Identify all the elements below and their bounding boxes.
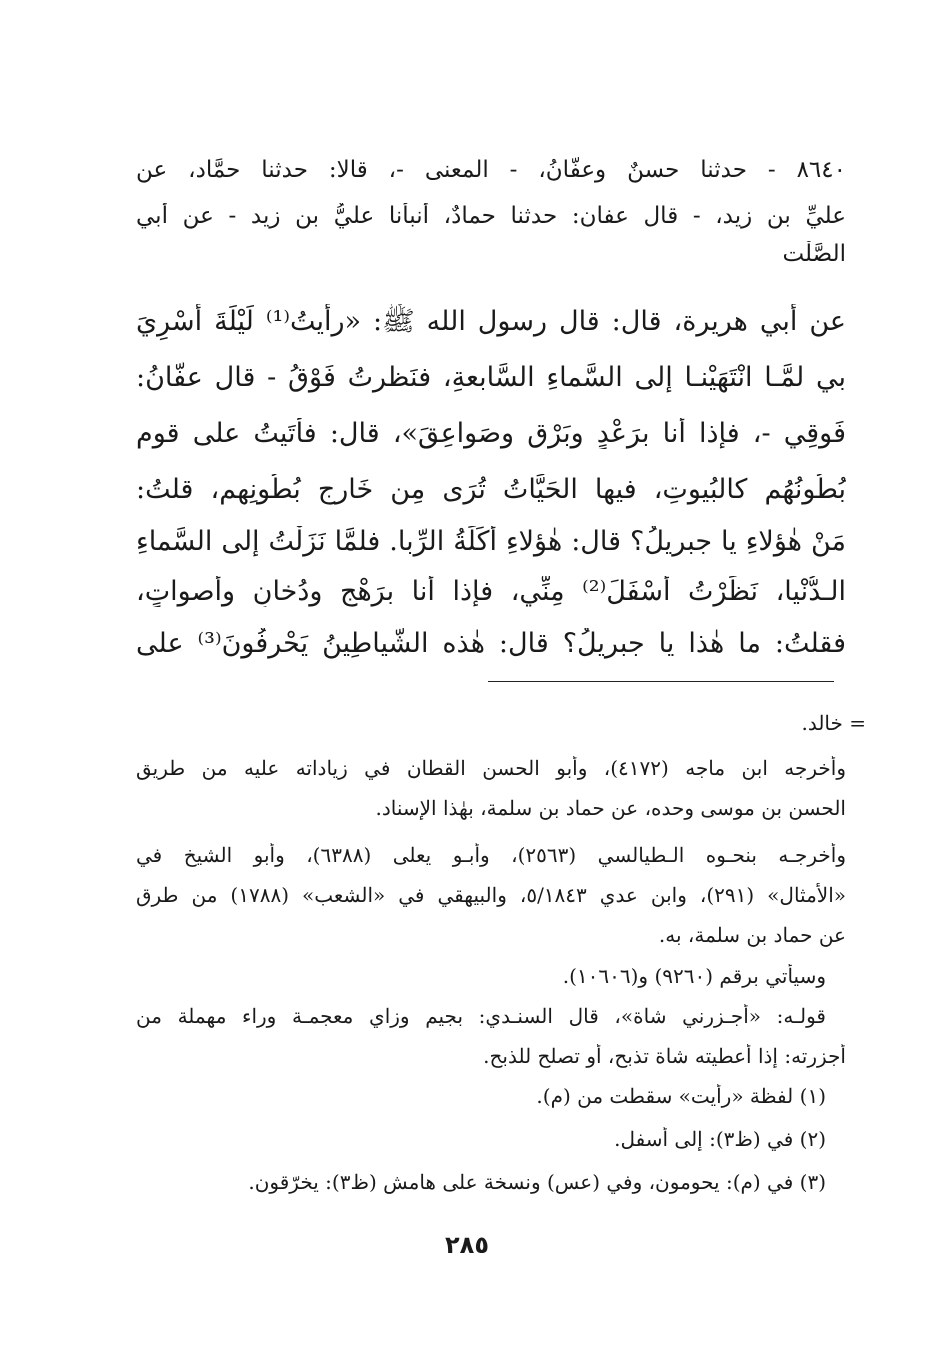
matn-line-4: بُطُونُهُم كالبُيوتِ، فيها الحَيَّاتُ تُرَى مِن خَارِجِ بُطُونِهم، قلتُ: — [136, 474, 846, 505]
page-number: ٢٨٥ — [445, 1231, 489, 1259]
footnote-paragraph-line: «الأمثال» (٢٩١)، وابن عدي ٥/١٨٤٣، والبيهقي في «الشعب» (١٧٨٨) من طرق — [136, 883, 846, 907]
footnote-continuation: = خالد. — [801, 711, 866, 735]
footnote-paragraph-line: أجزرته: إذا أعطيته شاة تذبح، أو تصلح للذبح. — [483, 1044, 846, 1068]
isnad-line-2: عليِّ بن زيد، - قال عفان: حدثنا حمادٌ، أنبأنا عليُّ بن زيد - عن أبي — [136, 203, 846, 229]
isnad-line-1: ٨٦٤٠ - حدثنا حسنٌ وعفَّانُ، - المعنى -، قالا: حدثنا حمَّاد، عن — [136, 157, 846, 183]
footnote-paragraph-line: قولـه: «أجـزرني شاة»، قال السنـدي: بجيم وزاي معجمـة وراء مهملة من — [136, 1004, 826, 1028]
footnote-paragraph-line: وسيأتي برقم (٩٢٦٠) و(١٠٦٠٦). — [562, 964, 826, 988]
matn-line-5: مَنْ هٰؤلاءِ يا جبريلُ؟ قال: هٰؤلاءِ أَكَلَةُ الرِّبا. فلمَّا نَزَلْتُ إلى السَّماءِ — [136, 526, 846, 557]
footnote-1: (١) لفظة «رأيت» سقطت من (م). — [536, 1084, 826, 1108]
isnad-line-3: الصَّلْت — [782, 241, 846, 267]
footnote-paragraph-line: عن حماد بن سلمة، به. — [658, 923, 846, 947]
matn-line-2: بي لمَّـا انْتَهَيْنـا إلى السَّماءِ السَّابعةِ، فنَظرتُ فَوْقُ - قال عفَّانُ: — [136, 362, 846, 393]
matn-line-6: الـدُّنْيا، نَظَرْتُ أَسْفَلَ⁽²⁾ مِنِّي، فإذا أنا برَهْجٍ ودُخانٍ وأَصواتٍ، — [136, 576, 846, 607]
footnote-3: (٣) في (م): يحومون، وفي (عس) ونسخة على هامش (ظ٣): يخرّقون. — [248, 1170, 826, 1194]
matn-line-1: عن أبي هريرة، قال: قال رسول الله ﷺ: «رأيتُ⁽¹⁾ لَيْلَةَ أُسْرِيَ — [136, 306, 846, 337]
footnote-separator — [488, 681, 834, 682]
footnote-paragraph-line: الحسن بن موسى وحده، عن حماد بن سلمة، بهٰذا الإسناد. — [375, 796, 846, 820]
footnote-paragraph-line: وأخرجه ابن ماجه (٤١٧٢)، وأبو الحسن القطان في زياداته عليه من طريق — [136, 756, 846, 780]
footnote-2: (٢) في (ظ٣): إلى أسفل. — [614, 1127, 826, 1151]
matn-line-3: فَوقِي -، فإذا أنا برَعْدٍ وبَرْقٍ وصَواعِقَ»، قال: فأتَيتُ على قوم — [136, 418, 846, 449]
matn-line-7: فقلتُ: ما هٰذا يا جبريلُ؟ قال: هٰذه الشَّياطِينُ يَحْرِفُونَ⁽³⁾ على — [136, 628, 846, 659]
footnote-paragraph-line: وأخرجـه بنحـوه الـطيالسي (٢٥٦٣)، وأبـو يعلى (٦٣٨٨)، وأبو الشيخ في — [136, 843, 846, 867]
